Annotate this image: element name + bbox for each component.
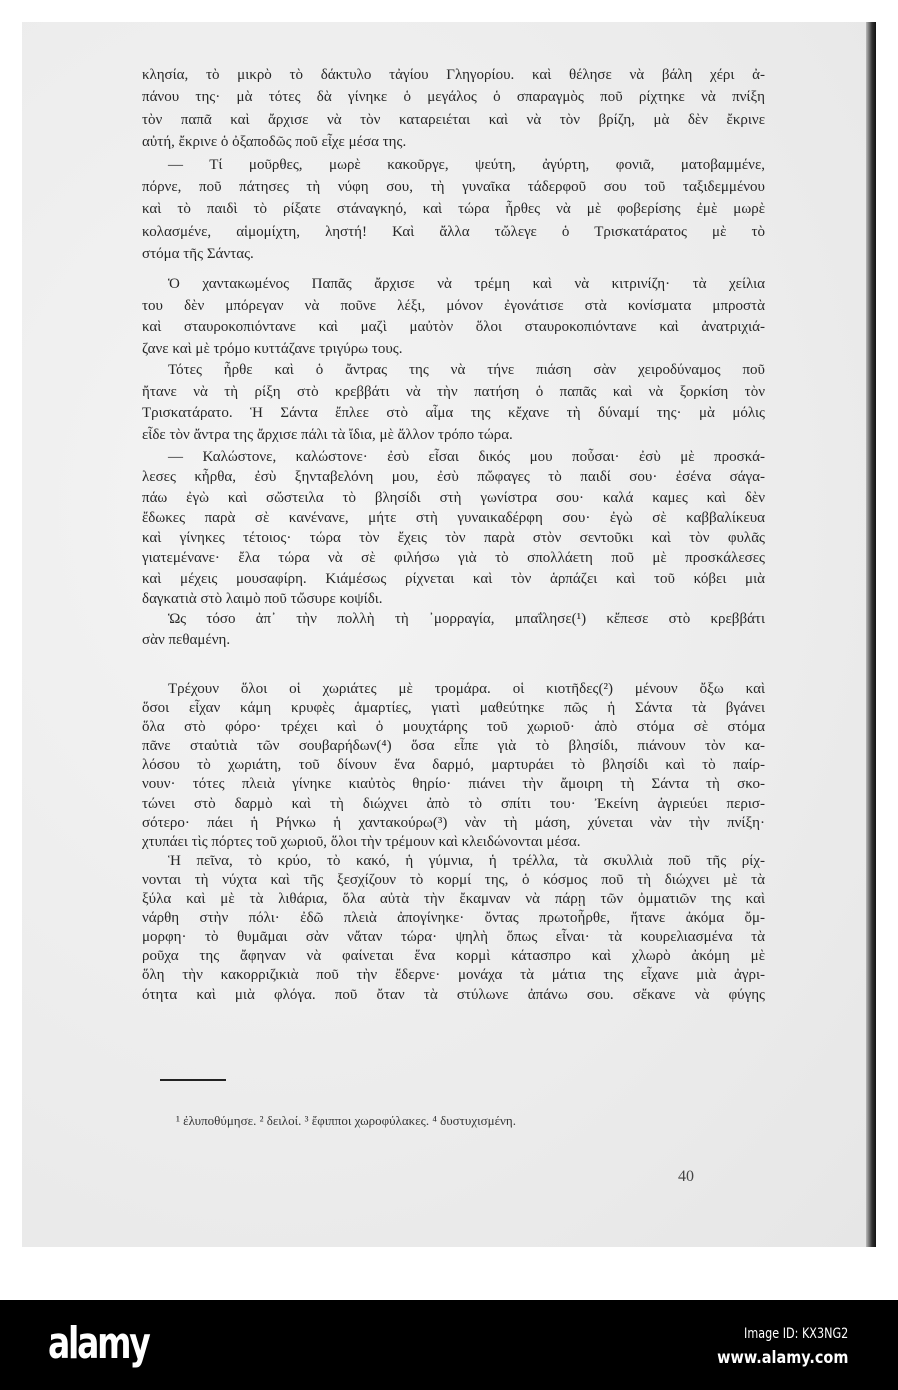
text-line: πάω ἐγὼ καὶ σὤστειλα τὸ βλησίδι στὴ γωνίστρα σου· καλά καμες καὶ δὲν [142,489,765,506]
text-line: ζανε καὶ μὲ τρόμο κυττάζανε τριγύρω τους. [142,340,403,357]
text-line: λόσου τὸ χωριάτη, τοῦ δίνουν ἕνα δαρμό, μαρτυράει τὸ βλησίδι καὶ τὸ παίρ- [142,757,765,774]
text-line: σὰν πεθαμένη. [142,631,231,648]
page-edge-shadow [866,22,876,1247]
text-line: αὐτή, ἔκρινε ὁ ὀξαποδῶς ποῦ εἶχε μέσα της. [142,134,407,151]
text-line: Τότες ἦρθε καὶ ὁ ἄντρας της νὰ τήνε πιάση σὰν χειροδύναμος ποῦ [168,362,765,378]
text-line: ἔδωκες παρὰ σὲ κανένανε, μήτε στὴ γυναικαδέρφη σου· ἐγὼ σὲ καββαλίκευα [142,509,765,526]
text-line: γιατεμένανε· ἔλα τώρα νὰ σὲ φιλήσω γιὰ τὸ σπολλάετη ποῦ μὲ προσκάλεσες [142,550,765,567]
text-line: δαγκατιὰ στὸ λαιμὸ ποῦ τὤσυρε κοψίδι. [142,591,383,608]
text-line: Ὁ χαντακωμένος Παπᾶς ἄρχισε νὰ τρέμη καὶ νὰ κιτρινίζη· τὰ χείλια [168,276,765,292]
text-line: νονται τὴ νύχτα καὶ τῆς ξεσχίζουν τὸ κορμί της, ὁ κόσμος ποῦ τὴ διώχνει μὲ τὰ [142,871,765,888]
text-line: του δὲν μπόρεγαν νὰ ποῦνε λέξι, μόνον ἐγονάτισε στὰ κονίσματα μπροστὰ [142,297,765,314]
text-line: ἤτανε νὰ τὴ ρίξη στὸ κρεββάτι νὰ τὴν πατήση ὁ παπᾶς καὶ νὰ ξορκίση τὸν [142,383,765,400]
text-line: πόρνε, ποῦ πάτησες τὴ νύφη σου, τὴ γυναῖκα τάδερφοῦ σου τοῦ ταξιδεμμένου [142,179,765,196]
footnote-rule [160,1079,226,1081]
text-line: καὶ τὸ παιδὶ τὸ ρίξατε στάναγκηό, καὶ τώρα ἦρθες νὰ μὲ φοβερίσης ἐμὲ μωρὲ [142,201,765,218]
text-line: κολασμένε, αἱμομίχτη, ληστή! Καὶ ἄλλα τὤλεγε ὁ Τρισκατάρατος μὲ τὸ [142,223,765,240]
text-line: ὅλα στὸ φόρο· τρέχει καὶ ὁ μουχτάρης τοῦ χωριοῦ· ἀπὸ στόμα σὲ στόμα [142,719,765,736]
text-line: λεσες κἦρθα, ἐσὺ ξηνταβελόνη μου, ἐσὺ πὤφαγες τὸ παιδί σου· ἐσένα σάγα- [142,469,765,486]
text-line: στόμα τῆς Σάντας. [142,246,254,263]
text-line: Τρέχουν ὅλοι οἱ χωριάτες μὲ τρομάρα. οἱ κιοτῆδες(²) μένουν ὄξω καὶ [168,681,765,697]
footnotes: ¹ ἐλυποθύμησε. ² δειλοί. ³ ἔφιπποι χωροφύλακες. ⁴ δυστυχισμένη. [176,1113,516,1128]
text-line: τώνει στὸ δαρμὸ καὶ τὴ διώχνει ἀπὸ τὸ σπίτι του· Ἐκείνη ἀγριεύει περισ- [142,795,765,812]
text-line: χτυπάει τὶς πόρτες τοῦ χωριοῦ, ὅλοι τὴν τρέμουν καὶ κλειδώνονται μέσα. [142,833,581,850]
text-line: — Καλώστονε, καλώστονε· ἐσὺ εἶσαι δικός μου ποὖσαι· ἐσὺ μὲ προσκά- [168,449,765,465]
text-line: Ὡς τόσο ἀπ᾽ τὴν πολλὴ τὴ ᾽μορραγία, μπαΐλησε(¹) κἔπεσε στὸ κρεββάτι [168,611,765,628]
text-line: ξύλα καὶ μὲ τὰ λιθάρια, ὅλα αὐτὰ τὴν ἔκαμναν νὰ πάρῃ τῶν ὀμματιῶν της καὶ [142,891,765,908]
text-line: σότερο· πάει ἡ Ρήνκω ἡ χαντακούρω(³) νὰν τὴ μάση, χύνεται νὰν τὴν πνίξη· [142,814,765,831]
text-line: τὸν παπᾶ καὶ ἄρχισε νὰ τὸν καταρειέται καὶ νὰ τὸν βρίζη, μὰ δὲν ἔκρινε [142,111,765,128]
text-line: πάνου της· μὰ τότες δὰ γίνηκε ὁ μεγάλος ὁ σπαραγμὸς ποῦ ρίχτηκε νὰ πνίξη [142,89,765,106]
text-block-3 [142,447,765,650]
text-line: ὅσοι εἶχαν κάμη κρυφὲς ἁμαρτίες, γιατὶ μαθεύτηκε πῶς ἡ Σάντα τὰ βγάνει [142,700,765,717]
text-line: νουν· τότες πλειὰ γίνηκε κιαὐτὸς θηρίο· πιάνει τὴν ἄμοιρη τὴ Σάντα τὴ σκο- [142,776,765,793]
text-line: Τρισκατάρατο. Ἡ Σάντα ἔπλεε στὸ αἷμα της κἔχανε τὴ δύναμί της· μὰ μόλις [142,405,765,421]
text-block-1 [142,64,765,266]
text-line: καὶ μέχεις μουσαφίρη. Κιάμέσως ρίχνεται καὶ τὸν ἁρπάζει καὶ τοῦ κόβει μιὰ [142,570,765,587]
text-line: εἶδε τὸν ἄντρα της ἄρχισε πάλι τὰ ἴδια, μὲ ἄλλον τρόπο τώρα. [142,426,513,443]
text-line: πᾶνε σταὐτιὰ τῶν σουβαρήδων(⁴) ὅσα εἶπε γιὰ τὸ βλησίδι, πιάνουν τὸν κα- [142,738,765,755]
text-block-4 [142,680,765,1005]
text-line: κλησία, τὸ μικρὸ τὸ δάκτυλο τἀγίου Γληγορίου. καὶ θέλησε νὰ βάλη χέρι ἀ- [142,67,765,83]
text-line: Ἡ πεῖνα, τὸ κρύο, τὸ κακό, ἡ γύμνια, ἡ τρέλλα, τὰ σκυλλιὰ ποῦ τῆς ρίχ- [168,852,765,869]
text-line: ροῦχα της ἄφηναν νὰ φαίνεται ἕνα κορμὶ κάτασπρο καὶ χλωρὸ ἀκόμη μὲ [142,948,765,965]
page-number: 40 [678,1168,694,1185]
alamy-logo: alamy [48,1318,149,1369]
text-line: καὶ σταυροκοπιόντανε καὶ μαζὶ μαὐτὸν ὅλοι σταυροκοπιόντανε καὶ ἀνατριχιά- [142,319,765,335]
watermark-banner [0,1300,898,1390]
text-line: ὅλη τὴν κακορριζικιὰ ποῦ τὴν ἔδερνε· μονάχα τὰ μάτια της εἶχανε μιὰ ἀγρι- [142,967,765,984]
text-block-2 [142,274,765,446]
text-line: — Τί μοῦρθες, μωρὲ κακοῦργε, ψεύτη, ἀγύρτη, φονιᾶ, ματοβαμμένε, [168,156,765,173]
text-line: μορφη· τὸ θυμᾶμαι σὰν νἄταν τώρα· ψηλὴ ὅπως εἶναι· τὰ κουρελιασμένα τὰ [142,929,765,946]
text-line: καὶ γίνηκες τέτοιος· τώρα τὸν ἔχεις τὸν παρὰ στὸν σεντοῦκι καὶ τὸν φυλᾶς [142,530,765,547]
image-id: Image ID: KX3NG2 [743,1326,848,1342]
text-line: νάρθη στὴν πόλι· ἐδῶ πλειὰ ἀπογίνηκε· ὄντας πρωτοἦρθε, ἤτανε ἀκόμα ὄμ- [142,910,765,927]
text-line: ότητα καὶ μιὰ φλόγα. ποῦ ὄταν τὰ στύλωνε ἀπάνω σου. σἔκανε νὰ φύγης [142,986,765,1003]
site-url: www.alamy.com [716,1348,848,1368]
